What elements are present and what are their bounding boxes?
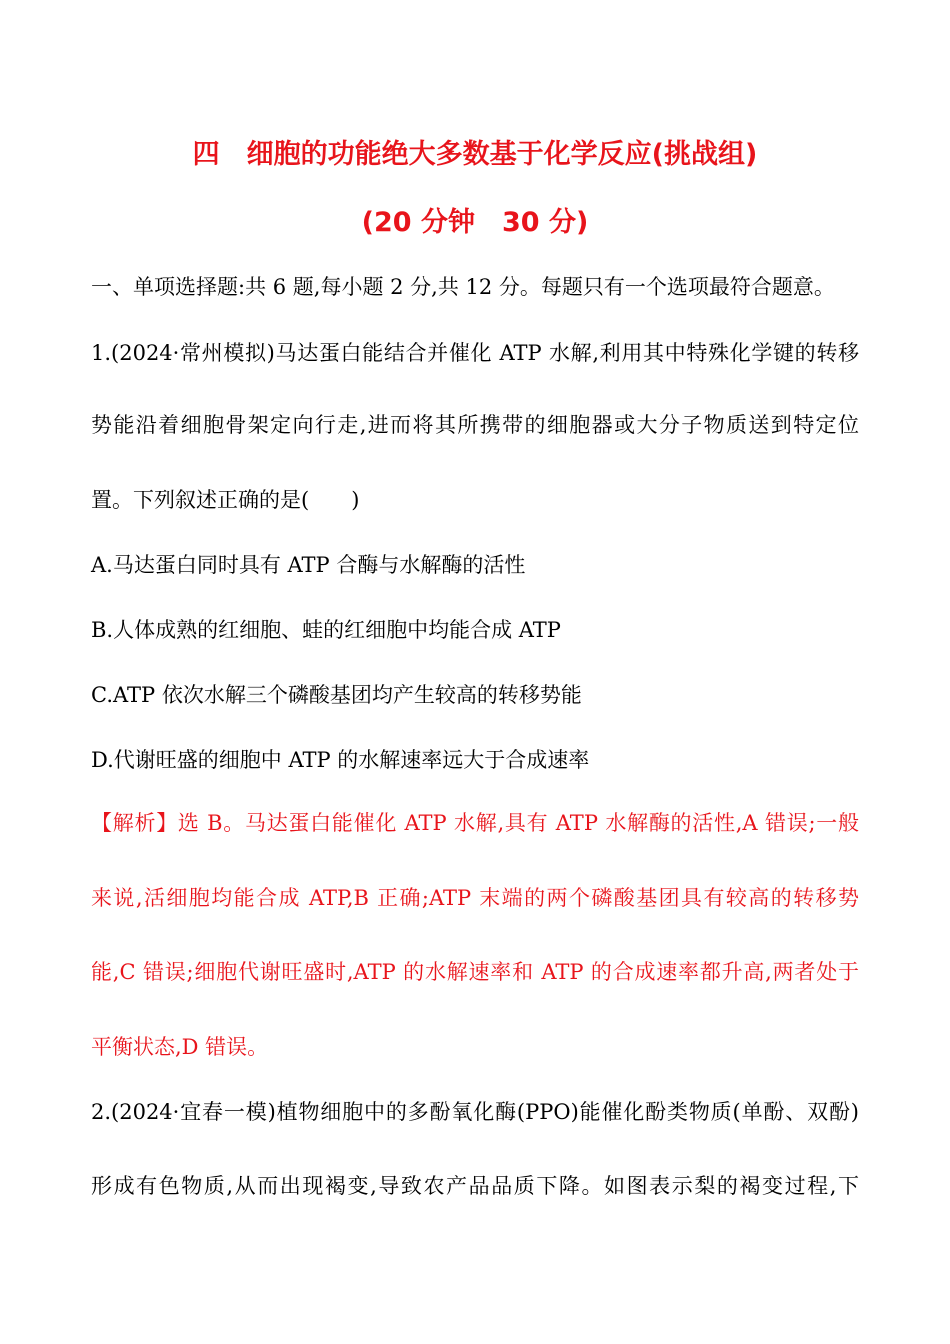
question-1-stem-line-3: 置。下列叙述正确的是( ) xyxy=(91,488,360,512)
section-heading: 一、单项选择题:共 6 题,每小题 2 分,共 12 分。每题只有一个选项最符合题意。 xyxy=(91,275,835,299)
question-1-option-b: B.人体成熟的红细胞、蛙的红细胞中均能合成 ATP xyxy=(91,618,561,642)
question-1-option-a: A.马达蛋白同时具有 ATP 合酶与水解酶的活性 xyxy=(91,553,526,577)
question-1-analysis-line-2: 来说,活细胞均能合成 ATP,B 正确;ATP 末端的两个磷酸基团具有较高的转移势 xyxy=(91,886,859,910)
page-title: 四 细胞的功能绝大多数基于化学反应(挑战组) xyxy=(192,139,758,170)
question-1-stem-line-1: 1.(2024·常州模拟)马达蛋白能结合并催化 ATP 水解,利用其中特殊化学键的转移 xyxy=(91,341,859,365)
question-1-stem-line-2: 势能沿着细胞骨架定向行走,进而将其所携带的细胞器或大分子物质送到特定位 xyxy=(91,413,859,437)
question-2-stem-line-2: 形成有色物质,从而出现褐变,导致农产品品质下降。如图表示梨的褐变过程,下 xyxy=(91,1174,859,1198)
question-1-analysis-line-4: 平衡状态,D 错误。 xyxy=(91,1035,269,1059)
question-1-option-c: C.ATP 依次水解三个磷酸基团均产生较高的转移势能 xyxy=(91,683,582,707)
page-subtitle-time-score: (20 分钟 30 分) xyxy=(361,207,589,238)
question-1-analysis-line-1: 【解析】选 B。马达蛋白能催化 ATP 水解,具有 ATP 水解酶的活性,A 错误;一般 xyxy=(91,811,859,835)
question-1-option-d: D.代谢旺盛的细胞中 ATP 的水解速率远大于合成速率 xyxy=(91,748,590,772)
question-1-analysis-line-3: 能,C 错误;细胞代谢旺盛时,ATP 的水解速率和 ATP 的合成速率都升高,两者处于 xyxy=(91,960,859,984)
question-2-stem-line-1: 2.(2024·宜春一模)植物细胞中的多酚氧化酶(PPO)能催化酚类物质(单酚、双酚) xyxy=(91,1100,859,1124)
